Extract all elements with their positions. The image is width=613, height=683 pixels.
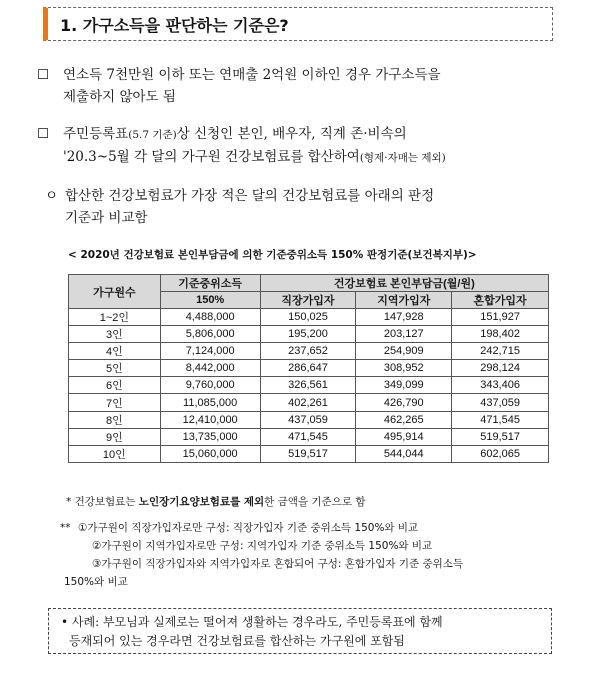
circle-bullet-icon: ㅇ [45,188,59,204]
cell: 8인 [69,411,161,428]
note-premium-prefix: * 건강보험료는 [66,496,139,508]
cell: 195,200 [260,326,356,343]
bullet-1-line1: 연소득 7천만원 이하 또는 연매출 2억원 이하인 경우 가구소득을 [63,67,441,83]
cell: 9,760,000 [160,377,260,394]
cell: 7,124,000 [160,343,260,360]
table-caption: < 2020년 건강보험료 본인부담금에 의한 기준중위소득 150% 판정기준(보건복지부)> [68,249,477,261]
cell: 544,044 [356,445,452,462]
cell: 11,085,000 [160,394,260,411]
bullet-2-text-c: '20.3~5월 각 달의 가구원 건강보험료를 합산하여 [63,149,360,165]
header-mixed: 혼합가입자 [452,292,549,309]
bullet-2-text-b: 상 신청인 본인, 배우자, 직계 존·비속의 [176,126,407,142]
section-title [43,7,553,41]
header-median-pct: 150% [160,292,260,309]
header-median: 기준중위소득 [160,275,260,292]
cell: 9인 [69,428,161,445]
checkbox-icon: ☐ [37,67,50,83]
cell: 1~2인 [69,309,161,326]
cell: 5인 [69,360,161,377]
cell: 7인 [69,394,161,411]
cell: 203,127 [356,326,452,343]
cell: 242,715 [452,343,549,360]
cell: 519,517 [260,445,356,462]
note-star-mark: ** [60,522,71,534]
cell: 198,402 [452,326,549,343]
cell: 437,059 [452,394,549,411]
note-line-3b: 150%와 비교 [64,576,128,588]
cell: 462,265 [356,411,452,428]
cell: 150,025 [260,309,356,326]
checkbox-icon: ☐ [37,126,50,142]
bullet-1-line2: 제출하지 않아도 됨 [63,89,176,105]
cell: 15,060,000 [160,445,260,462]
table-row [69,445,549,462]
bullet-2-date-note: (5.7 기준) [128,129,177,141]
bullet-1 [37,64,567,108]
cell: 437,059 [260,411,356,428]
table-row [69,411,549,428]
cell: 471,545 [260,428,356,445]
bullet-3-line1: 합산한 건강보험료가 가장 적은 달의 건강보험료를 아래의 판정 [65,188,435,204]
table-row [69,394,549,411]
cell: 308,952 [356,360,452,377]
bullet-2 [37,123,567,169]
cell: 326,561 [260,377,356,394]
example-box [48,608,552,654]
header-premium: 건강보험료 본인부담금(월/원) [260,275,548,292]
header-household: 가구원수 [69,275,161,309]
table-row [69,343,549,360]
cell: 12,410,000 [160,411,260,428]
section-title-text: 1. 가구소득을 판단하는 기준은? [60,15,289,35]
cell: 602,065 [452,445,549,462]
cell: 471,545 [452,411,549,428]
note-line-1: ①가구원이 직장가입자로만 구성: 직장가입자 기준 중위소득 150%와 비교 [78,522,419,534]
cell: 402,261 [260,394,356,411]
cell: 237,652 [260,343,356,360]
bullet-3 [45,185,567,229]
cell: 495,914 [356,428,452,445]
example-line-1: • 사례: 부모님과 실제로는 떨어져 생활하는 경우라도, 주민등록표에 함께 [61,615,443,629]
cell: 10인 [69,445,161,462]
example-line-2: 등재되어 있는 경우라면 건강보험료를 합산하는 가구원에 포함됨 [69,634,405,648]
criteria-table [68,274,549,463]
note-line-3a: ③가구원이 직장가입자와 지역가입자로 혼합되어 구성: 혼합가입자 기준 중위소득 [92,558,464,570]
table-row [69,360,549,377]
bullet-2-exclusion-note: (형제·자매는 제외) [359,152,446,164]
table-row [69,309,549,326]
bullet-3-line2: 기준과 비교함 [65,210,148,226]
cell: 147,928 [356,309,452,326]
header-regional: 지역가입자 [356,292,452,309]
bullet-2-line1 [37,123,567,146]
cell: 349,099 [356,377,452,394]
table-row [69,377,549,394]
cell: 4인 [69,343,161,360]
cell: 254,909 [356,343,452,360]
table-row [69,326,549,343]
note-comparison [60,519,560,591]
note-premium-bold: 노인장기요양보험료를 제외 [138,496,265,508]
cell: 5,806,000 [160,326,260,343]
note-premium [66,493,365,511]
cell: 343,406 [452,377,549,394]
cell: 6인 [69,377,161,394]
cell: 8,442,000 [160,360,260,377]
header-employee: 직장가입자 [260,292,356,309]
bullet-2-text-a: 주민등록표 [63,126,129,142]
note-premium-suffix: 한 금액을 기준으로 함 [264,496,366,508]
cell: 298,124 [452,360,549,377]
cell: 3인 [69,326,161,343]
cell: 4,488,000 [160,309,260,326]
bullet-2-line2 [37,146,567,169]
note-line-2: ②가구원이 지역가입자로만 구성: 지역가입자 기준 중위소득 150%와 비교 [92,540,433,552]
table-row [69,428,549,445]
cell: 286,647 [260,360,356,377]
cell: 426,790 [356,394,452,411]
cell: 13,735,000 [160,428,260,445]
cell: 151,927 [452,309,549,326]
cell: 519,517 [452,428,549,445]
